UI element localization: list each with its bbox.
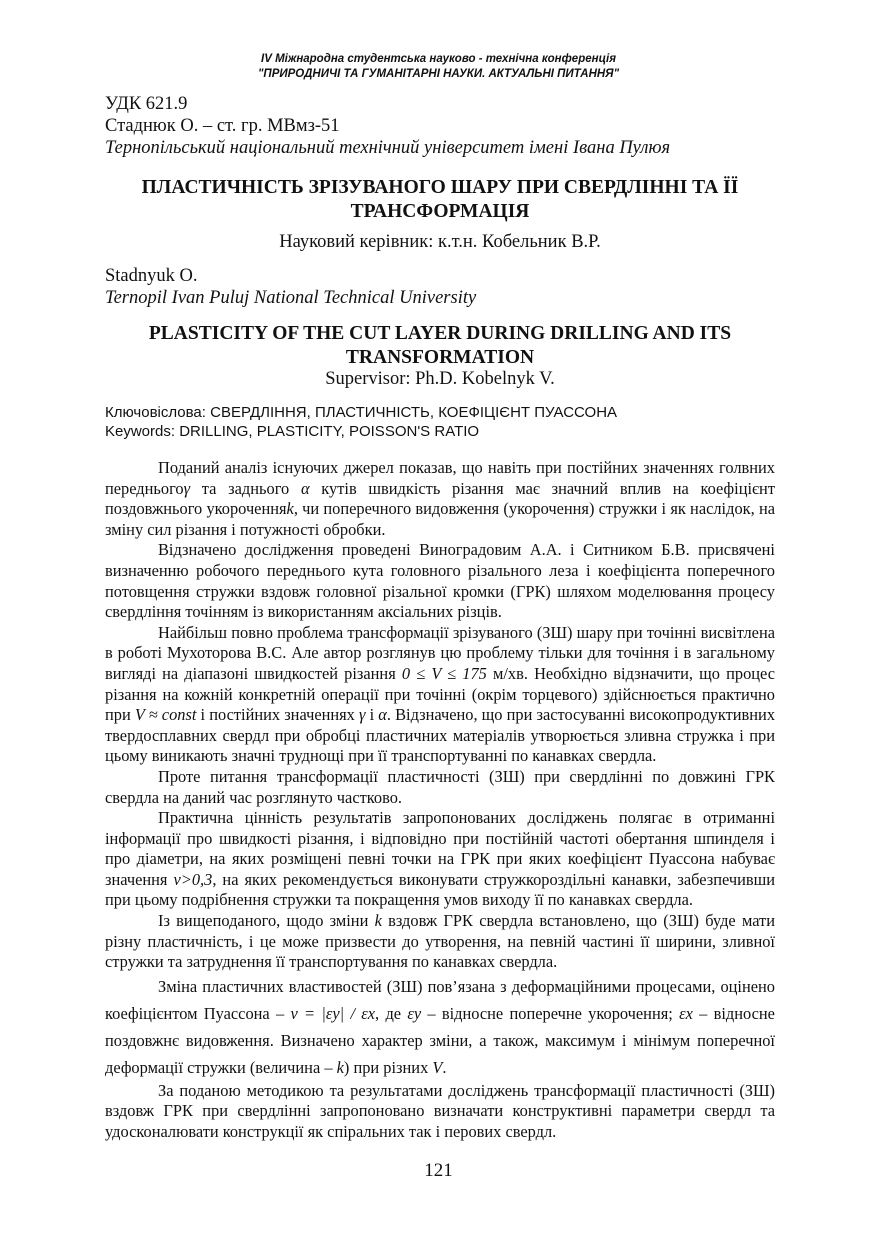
en-header-block: [105, 265, 775, 309]
en-title-line-1: PLASTICITY OF THE CUT LAYER DURING DRILLING AND ITS: [148, 323, 732, 344]
paragraph-5: [105, 808, 775, 911]
epsilon-x-symbol: εx: [679, 1003, 693, 1023]
v-const-formula: V ≈ const: [134, 705, 197, 725]
abstract-body: [105, 458, 775, 1143]
page-number: 121: [424, 1160, 453, 1181]
p7-text-f: .: [442, 1057, 447, 1077]
p3-text-b: м/хв. Необхідно відзначити, що процес різання на кожній конкретній операції при точінні (окрім торцевого) здійснюється практично при: [105, 663, 775, 725]
ua-title-line-2: ТРАНСФОРМАЦІЯ: [350, 201, 530, 222]
keywords-block: [105, 403, 775, 441]
conference-line-1: IV Міжнародна студентська науково - технічна конференція: [261, 53, 616, 65]
ua-supervisor: Науковий керівник: к.т.н. Кобельник В.Р.: [279, 232, 601, 252]
paragraph-3: [105, 623, 775, 767]
epsilon-y-symbol: εy: [407, 1003, 422, 1023]
paragraph-2: Відзначено дослідження проведені Виноградовим А.А. і Ситником Б.В. присвячені визначенню робочого переднього кута головного різального леза і коефіцієнта поперечного потовщення стружки вздовж головної різальної кромки (ГРК) шляхом моделювання процесу свердління точінням із використанням аксіальних різців.: [105, 540, 775, 622]
p1-text-c: кутів швидкість різання має значний вплив на коефіцієнт поздовжнього укорочення: [105, 478, 775, 519]
poisson-value: ν>0,3: [173, 869, 213, 889]
en-affiliation: Ternopil Ivan Puluj National Technical University: [105, 288, 477, 308]
en-title: [105, 322, 775, 370]
gamma-symbol: γ: [183, 478, 191, 498]
alpha-symbol: α: [300, 478, 310, 498]
udc-code: УДК 621.9: [105, 94, 188, 114]
ua-header-block: [105, 93, 775, 159]
p7-text-b: , де: [375, 1003, 408, 1023]
p7-text-d: – відносне поздовжнє видовження. Визначено характер зміни, а також, максимум і мінімум поперечної деформації стружки (величина –: [105, 1003, 775, 1077]
v-symbol: V: [432, 1057, 443, 1077]
ua-author: Стаднюк О. – ст. гр. МВмз-51: [105, 116, 340, 136]
alpha-symbol: α: [378, 705, 387, 725]
en-title-line-2: TRANSFORMATION: [345, 347, 535, 368]
conference-line-2: "ПРИРОДНИЧІ ТА ГУМАНІТАРНІ НАУКИ. АКТУАЛЬНІ ПИТАННЯ": [257, 68, 620, 80]
p3-text-e: . Відзначено, що при застосуванні високопродуктивних твердосплавних свердл при обробці пластичних матеріалів утворюється зливна стружка і при цьому виникають значні труднощі при її транспортуванні по канавках свердла.: [105, 705, 776, 766]
en-author: Stadnyuk O.: [105, 266, 198, 286]
p1-text-a: Поданий аналіз існуючих джерел показав, що навіть при постійних значеннях голвних переднього: [105, 458, 775, 498]
p5-text-b: , на яких рекомендується виконувати стружкороздільні канавки, забезпечивши при цьому подрібнення стружки та покращення умов виходу її по канавках свердла.: [105, 869, 775, 910]
p3-text-d: і: [365, 705, 379, 725]
p3-text-c: і постійних значеннях: [196, 705, 359, 725]
keywords-ua: Ключовіслова: СВЕРДЛІННЯ, ПЛАСТИЧНІСТЬ, КОЕФІЦІЄНТ ПУАССОНА: [105, 404, 618, 421]
k-symbol: k: [374, 911, 382, 931]
p7-text-c: – відносне поперечне укорочення;: [421, 1003, 680, 1023]
conference-header: [0, 52, 877, 82]
paragraph-6: [105, 911, 775, 973]
k-symbol: k: [336, 1057, 344, 1077]
gamma-symbol: γ: [359, 705, 366, 725]
paragraph-7: [105, 973, 775, 1081]
p3-text-a: Найбільш повно проблема трансформації зрізуваного (ЗШ) шару при точінні висвітлена в роботі Мухоторова В.С. Але автор розглянув цю проблему тільки для точіння і в загальному вигляді на діапазоні швидкостей різання: [105, 622, 775, 683]
en-supervisor: Supervisor: Ph.D. Kobelnyk V.: [325, 369, 555, 389]
paragraph-8: За поданою методикою та результатами досліджень трансформації пластичності (ЗШ) вздовж ГРК при свердлінні запропоновано визначати конструктивні параметри свердл та удосконалювати конструкції як спіральних так і перових свердл.: [105, 1080, 775, 1142]
p1-text-b: та заднього: [190, 478, 301, 498]
keywords-en: Keywords: DRILLING, PLASTICITY, POISSON'S RATIO: [105, 423, 480, 440]
paragraph-4: Проте питання трансформації пластичності (ЗШ) при свердлінні по довжині ГРК свердла на даний час розглянуто частково.: [105, 766, 775, 807]
p6-text-b: вздовж ГРК свердла встановлено, що (ЗШ) буде мати різну пластичність, і це може призвести до утворення, на певній частині її ширини, зливної стружки та затруднення її транспортування по канавках свердла.: [105, 911, 775, 972]
ua-title: [105, 176, 775, 224]
paragraph-1: [105, 458, 775, 540]
ua-affiliation: Тернопільський національний технічний університет імені Івана Пулюя: [105, 138, 671, 158]
poisson-formula: ν = |εy| / εx: [290, 1003, 376, 1023]
k-symbol: k: [286, 499, 294, 519]
speed-range-formula: 0 ≤ V ≤ 175: [401, 663, 487, 683]
p1-text-d: , чи поперечного видовження (укорочення) стружки і як наслідок, на зміну сил різання і потужності обробки.: [105, 499, 775, 539]
ua-title-line-1: ПЛАСТИЧНІСТЬ ЗРІЗУВАНОГО ШАРУ ПРИ СВЕРДЛІННІ ТА ЇЇ: [141, 177, 739, 198]
p5-text-a: Практична цінність результатів запропонованих досліджень полягає в отриманні інформації про швидкості різання, і відповідно при постійній частоті обертання шпинделя і про діаметри, на яких розміщені певні точки на ГРК при яких коефіцієнт Пуассона набуває значення: [105, 808, 775, 889]
p6-text-a: Із вищеподаного, щодо зміни: [158, 911, 375, 931]
p7-text-a: Зміна пластичних властивостей (ЗШ) пов’язана з деформаційними процесами, оцінено коефіцієнтом Пуассона –: [105, 976, 775, 1023]
p7-text-e: ) при різних: [343, 1057, 433, 1077]
